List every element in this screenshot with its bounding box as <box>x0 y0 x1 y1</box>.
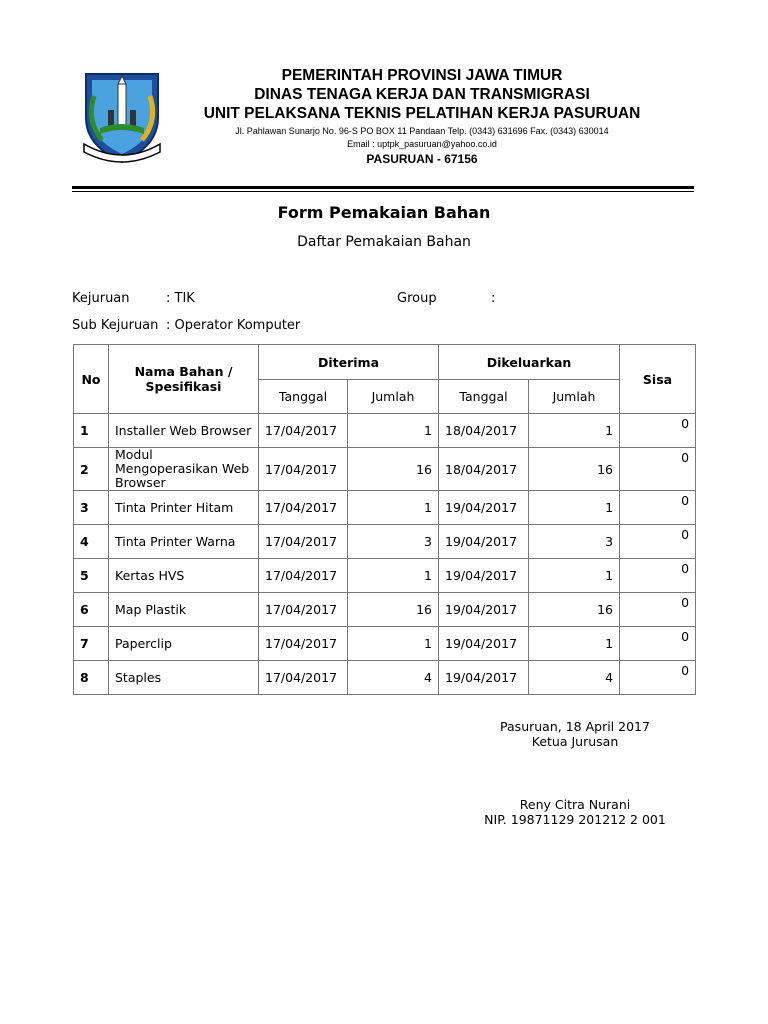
sub-kejuruan-value: : Operator Komputer <box>166 318 301 333</box>
cell-no: 3 <box>74 491 109 525</box>
table-row <box>74 525 696 559</box>
cell-no: 2 <box>74 448 109 491</box>
cell-sisa: 0 <box>620 414 696 448</box>
cell-tanggal-dikeluarkan: 19/04/2017 <box>439 559 529 593</box>
cell-tanggal-dikeluarkan: 19/04/2017 <box>439 525 529 559</box>
cell-no: 4 <box>74 525 109 559</box>
sub-kejuruan-label: Sub Kejuruan <box>72 318 159 333</box>
cell-nama-bahan: Map Plastik <box>109 593 259 627</box>
cell-jumlah-diterima: 3 <box>348 525 439 559</box>
kejuruan-label: Kejuruan <box>72 291 130 306</box>
cell-tanggal-diterima: 17/04/2017 <box>259 593 348 627</box>
letterhead-city: PASURUAN - 67156 <box>366 152 478 166</box>
cell-no: 5 <box>74 559 109 593</box>
cell-tanggal-diterima: 17/04/2017 <box>259 661 348 695</box>
cell-tanggal-dikeluarkan: 18/04/2017 <box>439 448 529 491</box>
cell-jumlah-diterima: 1 <box>348 627 439 661</box>
cell-jumlah-diterima: 16 <box>348 448 439 491</box>
letterhead-address: Jl. Pahlawan Sunarjo No. 96-S PO BOX 11 Pandaan Telp. (0343) 631696 Fax. (0343) 630014 <box>235 126 609 136</box>
cell-tanggal-dikeluarkan: 19/04/2017 <box>439 627 529 661</box>
cell-tanggal-dikeluarkan: 18/04/2017 <box>439 414 529 448</box>
table-row <box>74 491 696 525</box>
signature-name: Reny Citra Nurani <box>519 797 631 812</box>
header-dikeluarkan: Dikeluarkan <box>439 345 620 380</box>
letterhead-line1: PEMERINTAH PROVINSI JAWA TIMUR <box>281 67 563 84</box>
province-logo <box>80 66 164 166</box>
cell-jumlah-dikeluarkan: 3 <box>529 525 620 559</box>
cell-tanggal-dikeluarkan: 19/04/2017 <box>439 593 529 627</box>
table-row <box>74 559 696 593</box>
header-tanggal-dikeluarkan: Tanggal <box>439 380 529 414</box>
letterhead <box>180 66 664 167</box>
form-title: Form Pemakaian Bahan <box>277 203 491 222</box>
cell-tanggal-diterima: 17/04/2017 <box>259 491 348 525</box>
letterhead-line2: DINAS TENAGA KERJA DAN TRANSMIGRASI <box>254 86 590 103</box>
header-nama-bahan: Nama Bahan / Spesifikasi <box>109 345 259 414</box>
kejuruan-value: : TIK <box>166 291 195 306</box>
cell-nama-bahan: Installer Web Browser <box>109 414 259 448</box>
cell-jumlah-diterima: 1 <box>348 414 439 448</box>
table-row <box>74 448 696 491</box>
cell-jumlah-dikeluarkan: 16 <box>529 593 620 627</box>
cell-sisa: 0 <box>620 525 696 559</box>
cell-tanggal-dikeluarkan: 19/04/2017 <box>439 661 529 695</box>
cell-tanggal-dikeluarkan: 19/04/2017 <box>439 491 529 525</box>
cell-jumlah-diterima: 16 <box>348 593 439 627</box>
table-body <box>74 414 696 695</box>
header-sisa: Sisa <box>620 345 696 414</box>
cell-jumlah-dikeluarkan: 4 <box>529 661 620 695</box>
table-row <box>74 414 696 448</box>
signature-position: Ketua Jurusan <box>531 734 619 749</box>
cell-sisa: 0 <box>620 627 696 661</box>
cell-jumlah-dikeluarkan: 1 <box>529 414 620 448</box>
header-tanggal-diterima: Tanggal <box>259 380 348 414</box>
cell-nama-bahan: Staples <box>109 661 259 695</box>
signature-place-date: Pasuruan, 18 April 2017 <box>500 719 650 734</box>
cell-nama-bahan: Tinta Printer Hitam <box>109 491 259 525</box>
cell-sisa: 0 <box>620 448 696 491</box>
cell-jumlah-dikeluarkan: 1 <box>529 491 620 525</box>
group-value: : <box>491 291 496 306</box>
letterhead-line3: UNIT PELAKSANA TEKNIS PELATIHAN KERJA PASURUAN <box>203 105 641 122</box>
cell-jumlah-dikeluarkan: 1 <box>529 627 620 661</box>
cell-jumlah-dikeluarkan: 16 <box>529 448 620 491</box>
table-row <box>74 593 696 627</box>
header-no: No <box>74 345 109 414</box>
cell-tanggal-diterima: 17/04/2017 <box>259 559 348 593</box>
cell-jumlah-dikeluarkan: 1 <box>529 559 620 593</box>
cell-jumlah-diterima: 1 <box>348 559 439 593</box>
material-usage-table <box>73 344 696 695</box>
cell-nama-bahan: Modul Mengoperasikan Web Browser <box>109 448 259 491</box>
cell-sisa: 0 <box>620 559 696 593</box>
cell-no: 1 <box>74 414 109 448</box>
cell-nama-bahan: Paperclip <box>109 627 259 661</box>
header-jumlah-dikeluarkan: Jumlah <box>529 380 620 414</box>
group-label: Group <box>397 291 437 306</box>
cell-no: 6 <box>74 593 109 627</box>
cell-no: 8 <box>74 661 109 695</box>
cell-sisa: 0 <box>620 491 696 525</box>
table-row <box>74 661 696 695</box>
letterhead-rule-thin <box>72 191 694 192</box>
form-subtitle: Daftar Pemakaian Bahan <box>297 234 471 250</box>
table-row <box>74 627 696 661</box>
cell-tanggal-diterima: 17/04/2017 <box>259 525 348 559</box>
header-diterima: Diterima <box>259 345 439 380</box>
letterhead-email: Email : uptpk_pasuruan@yahoo.co.id <box>347 139 497 149</box>
cell-tanggal-diterima: 17/04/2017 <box>259 448 348 491</box>
cell-jumlah-diterima: 4 <box>348 661 439 695</box>
cell-tanggal-diterima: 17/04/2017 <box>259 627 348 661</box>
signature-nip: NIP. 19871129 201212 2 001 <box>484 812 666 827</box>
cell-nama-bahan: Kertas HVS <box>109 559 259 593</box>
letterhead-rule-thick <box>72 186 694 189</box>
header-jumlah-diterima: Jumlah <box>348 380 439 414</box>
cell-jumlah-diterima: 1 <box>348 491 439 525</box>
cell-tanggal-diterima: 17/04/2017 <box>259 414 348 448</box>
cell-sisa: 0 <box>620 661 696 695</box>
cell-nama-bahan: Tinta Printer Warna <box>109 525 259 559</box>
cell-no: 7 <box>74 627 109 661</box>
cell-sisa: 0 <box>620 593 696 627</box>
